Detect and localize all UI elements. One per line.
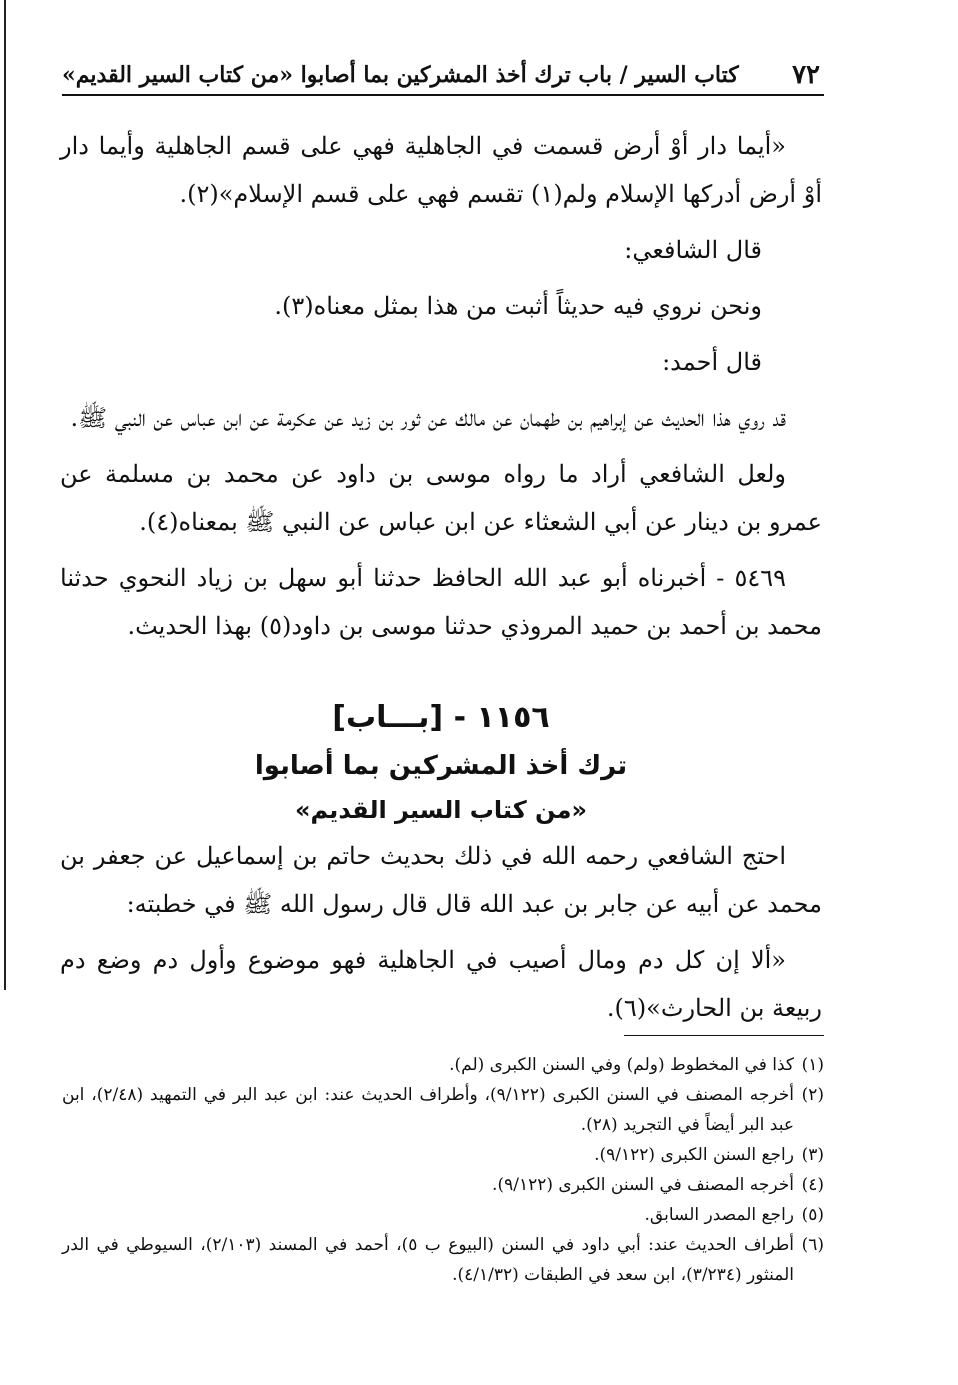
running-title: كتاب السير / باب ترك أخذ المشركين بما أصابوا «من كتاب السير القديم» [62, 62, 739, 88]
scan-edge-line [4, 0, 6, 990]
main-text-section-1 [60, 122, 822, 658]
quote-paragraph: «أيما دار أوْ أرض قسمت في الجاهلية فهي على قسم الجاهلية وأيما دار أوْ أرض أدركها الإسلام ولم(١) تقسم فهي على قسم الإسلام»(٢). [60, 132, 822, 208]
footnote-item [62, 1230, 824, 1290]
hadith-quote-paragraph: «ألا إن كل دم ومال أصيب في الجاهلية فهو موضوع وأول دم وضع دم ربيعة بن الحارث»(٦). [60, 946, 822, 1022]
narration-paragraph: قد روي هذا الحديث عن إبراهيم بن طهمان عن مالك عن ثور بن زيد عن عكرمة عن ابن عباس عن النبي ﷺ. [70, 404, 786, 432]
chapter-number: ١١٥٦ - [بـــاب] [332, 700, 550, 735]
footnote-divider [624, 1035, 824, 1036]
footnote-item [62, 1080, 824, 1140]
footnote-text: كذا في المخطوط (ولم) وفي السنن الكبرى (لم). [449, 1055, 794, 1075]
chapter-title: ترك أخذ المشركين بما أصابوا [254, 751, 628, 781]
footnote-text: راجع السنن الكبرى (٩/١٢٢). [594, 1145, 794, 1165]
footnote-label: (٥) [801, 1205, 824, 1225]
page-header [62, 52, 824, 96]
footnote-label: (٣) [801, 1145, 824, 1165]
chapter-subtitle: «من كتاب السير القديم» [294, 796, 587, 824]
footnote-item [62, 1050, 824, 1080]
commentary-paragraph: ولعل الشافعي أراد ما رواه موسى بن داود عن محمد بن مسلمة عن عمرو بن دينار عن أبي الشعثاء عن ابن عباس عن النبي ﷺ بمعناه(٤). [60, 460, 822, 536]
speaker-label-shafii: قال الشافعي: [624, 236, 762, 264]
footnote-text: أخرجه المصنف في السنن الكبرى (٩/١٢٢)، وأطراف الحديث عند: ابن عبد البر في التمهيد (٢/٤٨)، ابن عبد البر أيضاً في التجريد (٢٨). [62, 1085, 794, 1135]
footnote-label: (٦) [801, 1235, 824, 1255]
footnote-label: (٤) [801, 1175, 824, 1195]
speaker-label-ahmad: قال أحمد: [662, 348, 762, 376]
chapter-heading [60, 692, 822, 832]
footnote-text: أطراف الحديث عند: أبي داود في السنن (البيوع ب ٥)، أحمد في المسند (٢/١٠٣)، السيوطي في الدر المنثور (٣/٢٣٤)، ابن سعد في الطبقات (٤/١/٣٢). [62, 1235, 795, 1285]
hadith-5469-paragraph: ٥٤٦٩ - أخبرناه أبو عبد الله الحافظ حدثنا أبو سهل بن زياد النحوي حدثنا محمد بن أحمد بن حميد المروذي حدثنا موسى بن داود(٥) بهذا الحديث. [60, 564, 822, 640]
footnote-label: (٢) [801, 1085, 824, 1105]
page-number: ٧٢ [792, 60, 820, 90]
argument-paragraph: احتج الشافعي رحمه الله في ذلك بحديث حاتم بن إسماعيل عن جعفر بن محمد عن أبيه عن جابر بن عبد الله قال قال رسول الله ﷺ في خطبته: [60, 842, 822, 918]
footnotes [62, 1050, 824, 1290]
shafii-statement: ونحن نروي فيه حديثاً أثبت من هذا بمثل معناه(٣). [274, 292, 762, 320]
footnote-label: (١) [801, 1055, 824, 1075]
footnote-text: راجع المصدر السابق. [644, 1205, 794, 1225]
main-text-section-2 [60, 832, 822, 1040]
footnote-item [62, 1200, 824, 1230]
footnote-item [62, 1140, 824, 1170]
footnote-text: أخرجه المصنف في السنن الكبرى (٩/١٢٢). [492, 1175, 794, 1195]
footnote-item [62, 1170, 824, 1200]
